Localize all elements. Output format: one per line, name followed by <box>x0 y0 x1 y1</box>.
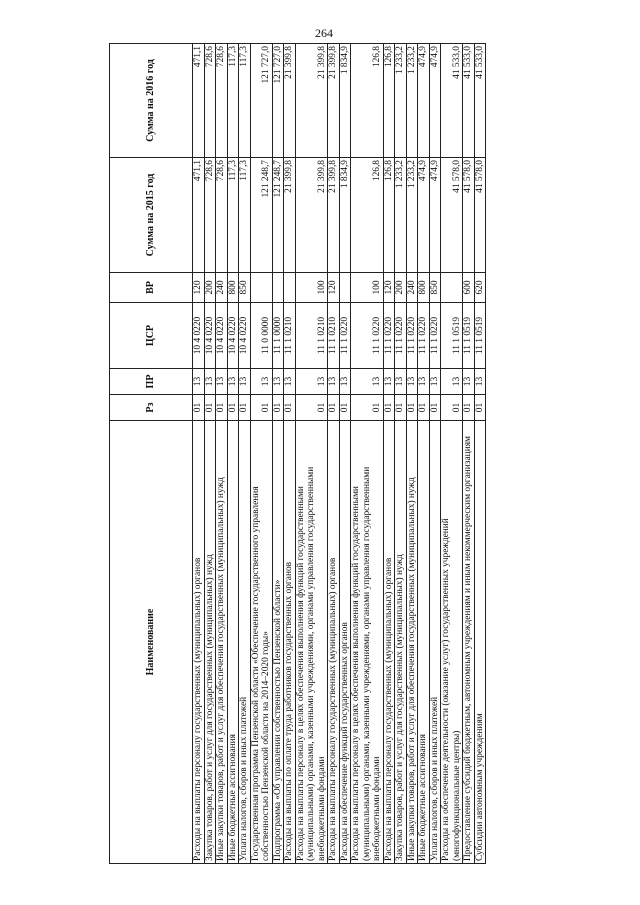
cell-sum-2016: 121 727,0 <box>272 44 284 158</box>
cell-sum-2016: 41 533,0 <box>463 44 475 158</box>
cell-name: Закупка товаров, работ и услуг для государственных (муниципальных) нужд <box>395 421 407 864</box>
table-row <box>429 44 441 864</box>
header-rz: Рз <box>110 395 193 421</box>
cell-sum-2016: 1 233,2 <box>395 44 407 158</box>
cell-sum-2016: 117,3 <box>239 44 251 158</box>
cell-pr: 13 <box>227 369 239 395</box>
cell-sum-2016: 474,9 <box>418 44 430 158</box>
cell-vr <box>284 273 296 303</box>
cell-name: Расходы на выплаты персоналу государственных (муниципальных) органов <box>383 421 395 864</box>
cell-rz: 01 <box>395 395 407 421</box>
cell-vr: 120 <box>383 273 395 303</box>
cell-csr: 11 1 0220 <box>395 303 407 369</box>
cell-rz: 01 <box>418 395 430 421</box>
cell-sum-2016: 121 727,0 <box>250 44 272 158</box>
cell-name: Расходы на выплаты по оплате труда работников государственных органов <box>284 421 296 864</box>
table-row <box>474 44 486 864</box>
header-sum-2016: Сумма на 2016 год <box>110 44 193 158</box>
cell-name: Закупка товаров, работ и услуг для государственных (муниципальных) нужд <box>204 421 216 864</box>
cell-vr: 850 <box>239 273 251 303</box>
table-row <box>383 44 395 864</box>
cell-vr: 800 <box>227 273 239 303</box>
cell-sum-2015: 471,1 <box>193 158 205 273</box>
cell-vr: 850 <box>429 273 441 303</box>
table-row <box>193 44 205 864</box>
cell-name: Уплата налогов, сборов и иных платежей <box>429 421 441 864</box>
rotated-table-wrapper <box>109 44 539 864</box>
cell-vr <box>441 273 463 303</box>
cell-vr <box>339 273 351 303</box>
cell-pr: 13 <box>295 369 328 395</box>
cell-csr: 11 1 0220 <box>339 303 351 369</box>
table-row <box>395 44 407 864</box>
header-sum-2015: Сумма на 2015 год <box>110 158 193 273</box>
table-row <box>328 44 340 864</box>
cell-pr: 13 <box>272 369 284 395</box>
cell-vr: 240 <box>216 273 228 303</box>
cell-vr: 240 <box>406 273 418 303</box>
cell-rz: 01 <box>383 395 395 421</box>
cell-rz: 01 <box>474 395 486 421</box>
cell-vr <box>272 273 284 303</box>
table-row <box>227 44 239 864</box>
cell-sum-2015: 1 834,9 <box>339 158 351 273</box>
cell-csr: 11 1 0519 <box>474 303 486 369</box>
cell-csr: 11 0 0000 <box>250 303 272 369</box>
cell-csr: 11 1 0519 <box>463 303 475 369</box>
cell-csr: 11 1 0220 <box>406 303 418 369</box>
table-row <box>463 44 475 864</box>
cell-vr: 100 <box>295 273 328 303</box>
cell-sum-2016: 728,6 <box>216 44 228 158</box>
cell-csr: 11 1 0210 <box>284 303 296 369</box>
cell-sum-2015: 728,6 <box>204 158 216 273</box>
table-row <box>239 44 251 864</box>
cell-vr: 200 <box>204 273 216 303</box>
cell-rz: 01 <box>204 395 216 421</box>
cell-sum-2016: 126,8 <box>351 44 384 158</box>
cell-pr: 13 <box>406 369 418 395</box>
table-row <box>295 44 328 864</box>
cell-sum-2015: 474,9 <box>418 158 430 273</box>
cell-pr: 13 <box>383 369 395 395</box>
cell-sum-2015: 121 248,7 <box>272 158 284 273</box>
cell-pr: 13 <box>328 369 340 395</box>
cell-pr: 13 <box>395 369 407 395</box>
table-row <box>272 44 284 864</box>
cell-name: Государственная программа Пензенской области «Обеспечение государственного управления собственностью Пензенской области на 2014–2020 годы» <box>250 421 272 864</box>
cell-rz: 01 <box>328 395 340 421</box>
cell-rz: 01 <box>272 395 284 421</box>
cell-pr: 13 <box>193 369 205 395</box>
cell-sum-2016: 21 399,8 <box>284 44 296 158</box>
cell-csr: 11 1 0220 <box>351 303 384 369</box>
cell-rz: 01 <box>351 395 384 421</box>
cell-sum-2015: 1 233,2 <box>406 158 418 273</box>
cell-name: Субсидии автономным учреждениям <box>474 421 486 864</box>
cell-sum-2015: 41 578,0 <box>441 158 463 273</box>
cell-rz: 01 <box>227 395 239 421</box>
cell-csr: 11 1 0210 <box>295 303 328 369</box>
cell-sum-2016: 21 399,8 <box>295 44 328 158</box>
cell-rz: 01 <box>216 395 228 421</box>
cell-sum-2015: 21 399,8 <box>295 158 328 273</box>
cell-sum-2015: 117,3 <box>227 158 239 273</box>
cell-vr: 800 <box>418 273 430 303</box>
cell-pr: 13 <box>463 369 475 395</box>
cell-pr: 13 <box>284 369 296 395</box>
cell-csr: 11 1 0220 <box>383 303 395 369</box>
cell-pr: 13 <box>474 369 486 395</box>
cell-vr: 120 <box>328 273 340 303</box>
cell-csr: 10 4 0220 <box>239 303 251 369</box>
table-row <box>284 44 296 864</box>
cell-pr: 13 <box>216 369 228 395</box>
table-row <box>418 44 430 864</box>
cell-rz: 01 <box>406 395 418 421</box>
cell-pr: 13 <box>351 369 384 395</box>
cell-name: Расходы на выплаты персоналу в целях обеспечения выполнения функций государственными (муниципальными) органами, казенными учреждениями, органами управления государственными внебюджетными фондами <box>351 421 384 864</box>
cell-pr: 13 <box>204 369 216 395</box>
cell-sum-2015: 1 233,2 <box>395 158 407 273</box>
cell-sum-2015: 21 399,8 <box>328 158 340 273</box>
cell-name: Иные закупки товаров, работ и услуг для обеспечения государственных (муниципальных) нужд <box>216 421 228 864</box>
cell-rz: 01 <box>295 395 328 421</box>
page-number: 264 <box>315 26 333 40</box>
cell-sum-2015: 41 578,0 <box>463 158 475 273</box>
cell-sum-2016: 471,1 <box>193 44 205 158</box>
cell-name: Иные закупки товаров, работ и услуг для обеспечения государственных (муниципальных) нужд <box>406 421 418 864</box>
cell-csr: 11 1 0519 <box>441 303 463 369</box>
header-pr: ПР <box>110 369 193 395</box>
table-row <box>351 44 384 864</box>
cell-rz: 01 <box>239 395 251 421</box>
cell-sum-2015: 728,6 <box>216 158 228 273</box>
cell-csr: 10 4 0220 <box>227 303 239 369</box>
header-name: Наименование <box>110 421 193 864</box>
cell-sum-2016: 21 399,8 <box>328 44 340 158</box>
cell-csr: 10 4 0220 <box>204 303 216 369</box>
table-row <box>216 44 228 864</box>
cell-name: Расходы на обеспечение функций государственных органов <box>339 421 351 864</box>
table-row <box>441 44 463 864</box>
cell-name: Расходы на выплаты персоналу в целях обеспечения выполнения функций государственными (муниципальными) органами, казенными учреждениями, органами управления государственными внебюджетными фондами <box>295 421 328 864</box>
cell-pr: 13 <box>418 369 430 395</box>
cell-vr: 600 <box>463 273 475 303</box>
cell-pr: 13 <box>339 369 351 395</box>
cell-rz: 01 <box>441 395 463 421</box>
cell-sum-2016: 117,3 <box>227 44 239 158</box>
cell-pr: 13 <box>429 369 441 395</box>
cell-sum-2016: 41 533,0 <box>474 44 486 158</box>
cell-csr: 11 1 0000 <box>272 303 284 369</box>
cell-csr: 11 1 0220 <box>429 303 441 369</box>
cell-vr: 200 <box>395 273 407 303</box>
cell-csr: 10 4 0220 <box>216 303 228 369</box>
table-row <box>339 44 351 864</box>
table-row <box>406 44 418 864</box>
cell-name: Уплата налогов, сборов и иных платежей <box>239 421 251 864</box>
header-vr: ВР <box>110 273 193 303</box>
cell-vr: 100 <box>351 273 384 303</box>
cell-csr: 11 1 0220 <box>418 303 430 369</box>
header-csr: ЦСР <box>110 303 193 369</box>
cell-name: Предоставление субсидий бюджетным, автономным учреждениям и иным некоммерческим организациям <box>463 421 475 864</box>
cell-sum-2016: 728,6 <box>204 44 216 158</box>
cell-rz: 01 <box>250 395 272 421</box>
cell-name: Расходы на обеспечение деятельности (оказание услуг) государственных учреждений (многофункциональные центры) <box>441 421 463 864</box>
cell-pr: 13 <box>441 369 463 395</box>
cell-pr: 13 <box>239 369 251 395</box>
cell-sum-2016: 474,9 <box>429 44 441 158</box>
budget-table <box>109 43 486 864</box>
cell-vr: 620 <box>474 273 486 303</box>
cell-rz: 01 <box>284 395 296 421</box>
table-row <box>250 44 272 864</box>
table-header-row <box>110 44 193 864</box>
cell-sum-2015: 41 578,0 <box>474 158 486 273</box>
cell-sum-2016: 1 834,9 <box>339 44 351 158</box>
cell-sum-2015: 121 248,7 <box>250 158 272 273</box>
cell-name: Расходы на выплаты персоналу государственных (муниципальных) органов <box>193 421 205 864</box>
cell-sum-2016: 41 533,0 <box>441 44 463 158</box>
cell-name: Расходы на выплаты персоналу государственных (муниципальных) органов <box>328 421 340 864</box>
cell-sum-2015: 126,8 <box>351 158 384 273</box>
table-row <box>204 44 216 864</box>
cell-sum-2016: 126,8 <box>383 44 395 158</box>
cell-name: Подпрограмма «Об управлении собственностью Пензенской области» <box>272 421 284 864</box>
cell-csr: 11 1 0210 <box>328 303 340 369</box>
cell-vr <box>250 273 272 303</box>
cell-sum-2015: 21 399,8 <box>284 158 296 273</box>
cell-rz: 01 <box>429 395 441 421</box>
cell-rz: 01 <box>463 395 475 421</box>
cell-name: Иные бюджетные ассигнования <box>227 421 239 864</box>
cell-vr: 120 <box>193 273 205 303</box>
cell-sum-2015: 474,9 <box>429 158 441 273</box>
cell-name: Иные бюджетные ассигнования <box>418 421 430 864</box>
cell-sum-2015: 126,8 <box>383 158 395 273</box>
cell-pr: 13 <box>250 369 272 395</box>
cell-sum-2015: 117,3 <box>239 158 251 273</box>
cell-rz: 01 <box>193 395 205 421</box>
cell-rz: 01 <box>339 395 351 421</box>
cell-csr: 10 4 0220 <box>193 303 205 369</box>
cell-sum-2016: 1 233,2 <box>406 44 418 158</box>
